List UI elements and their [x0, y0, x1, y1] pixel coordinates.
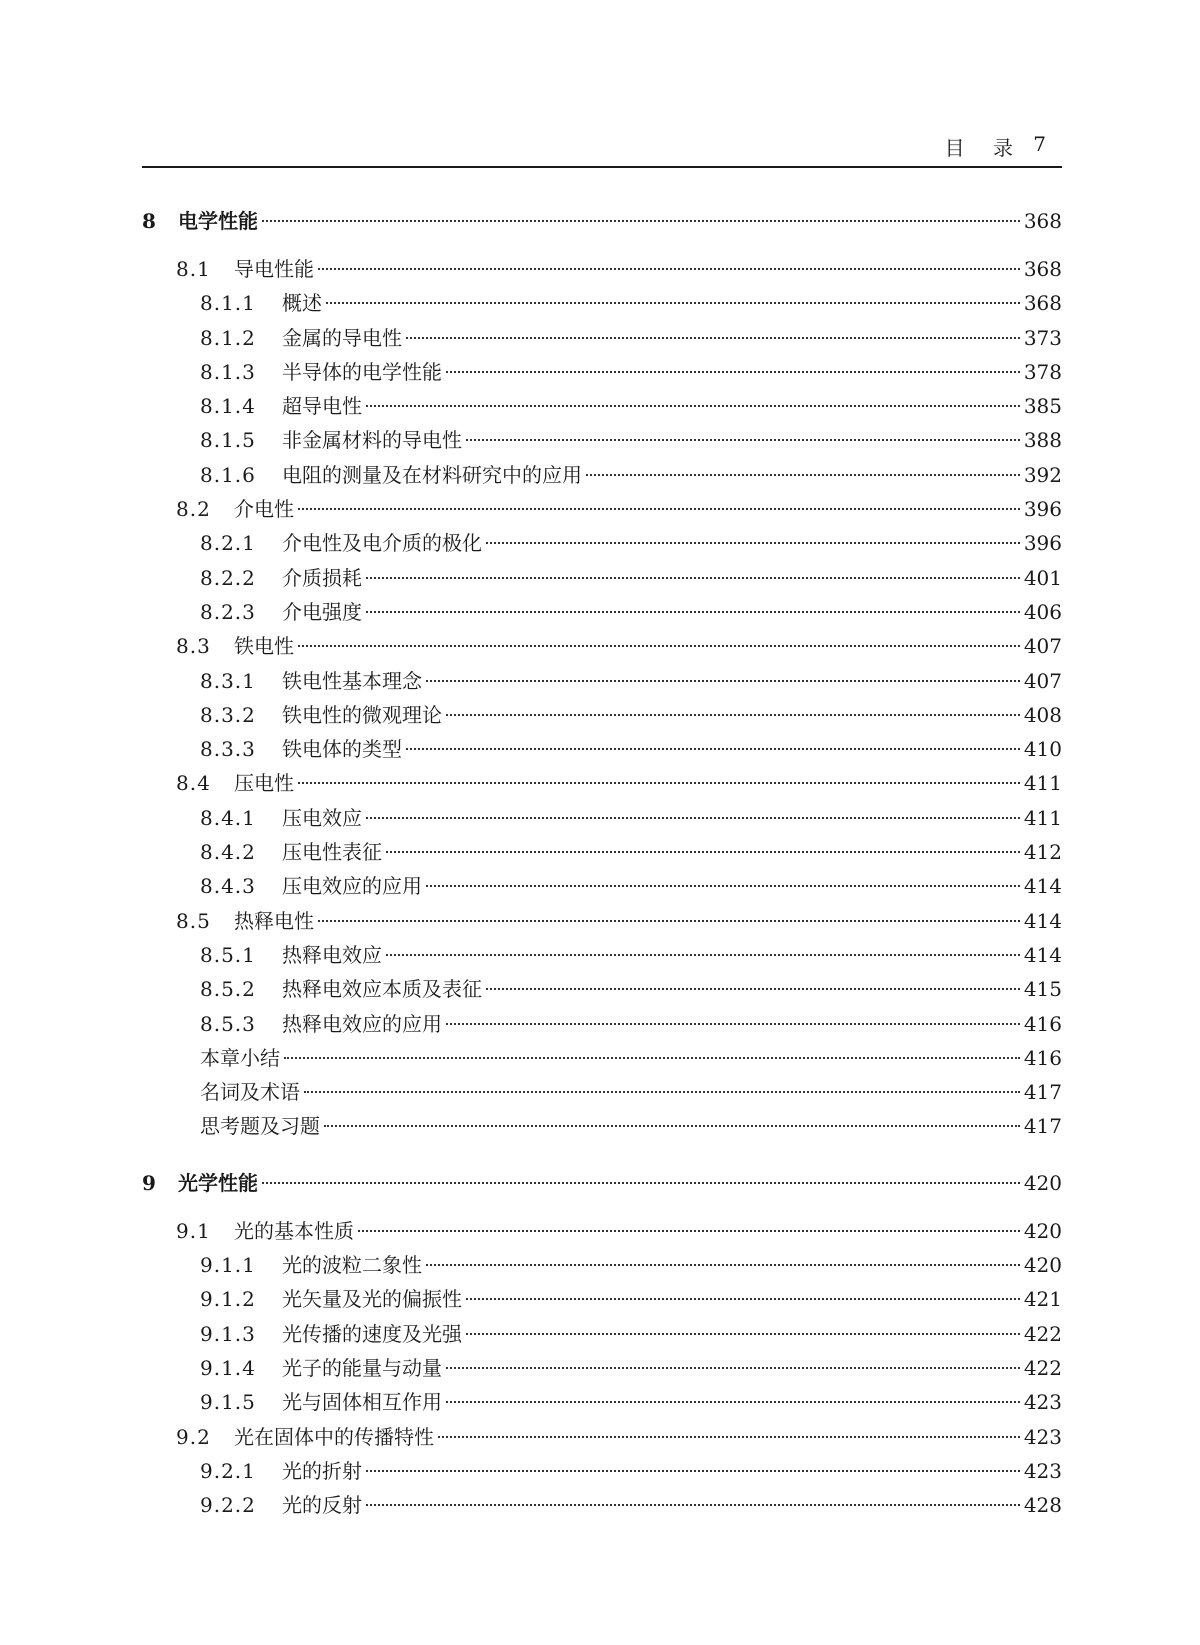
toc-extra-row[interactable] — [142, 1110, 1062, 1144]
toc-entry-number: 8.3 — [176, 634, 211, 659]
toc-entry-page: 407 — [1023, 634, 1062, 659]
toc-entry-title: 本章小结 — [200, 1045, 280, 1070]
dot-leader — [262, 1182, 1020, 1184]
toc-entry-number: 8.1.4 — [200, 394, 256, 419]
toc-entry-number: 8.5.3 — [200, 1011, 256, 1036]
toc-entry-number: 8.4.3 — [200, 874, 256, 899]
toc-entry-page: 368 — [1023, 209, 1062, 233]
dot-leader — [426, 1264, 1020, 1266]
toc-entry-title: 导电性能 — [234, 257, 314, 281]
dot-leader — [446, 1401, 1020, 1403]
toc-entry-number: 8.3.1 — [200, 668, 256, 693]
toc-entry-number: 9.2.2 — [200, 1493, 256, 1518]
toc-entry-page: 410 — [1023, 737, 1062, 762]
toc-entry-title: 介电性 — [234, 497, 294, 522]
toc-entry-title: 压电性表征 — [282, 840, 382, 865]
toc-entry-title: 光的折射 — [282, 1458, 362, 1483]
toc-entry-page: 414 — [1023, 942, 1062, 967]
toc-entry-number: 8.2.1 — [200, 531, 256, 556]
toc-chapter-row[interactable] — [142, 1167, 1062, 1215]
dot-leader — [324, 1125, 1020, 1127]
header-page-number: 7 — [1033, 132, 1046, 156]
dot-leader — [304, 1091, 1020, 1093]
dot-leader — [284, 1057, 1020, 1059]
dot-leader — [586, 474, 1020, 476]
toc-entry-number: 8.1.2 — [200, 325, 256, 350]
toc-entry-title: 概述 — [282, 291, 322, 316]
toc-entry-page: 407 — [1023, 668, 1062, 693]
toc-entry-title: 超导电性 — [282, 394, 362, 419]
toc-entry-number: 8.3.3 — [200, 737, 256, 762]
toc-entry-page: 414 — [1023, 874, 1062, 899]
toc-subsection-row[interactable] — [142, 870, 1062, 904]
dot-leader — [438, 1436, 1020, 1438]
toc-entry-title: 金属的导电性 — [282, 325, 402, 350]
toc-entry-title: 热释电效应 — [282, 942, 382, 967]
toc-entry-number: 8.2 — [176, 497, 211, 522]
dot-leader — [406, 337, 1020, 339]
toc-entry-page: 411 — [1023, 771, 1062, 796]
toc-entry-number: 8.1 — [176, 257, 211, 281]
toc-entry-title: 光的波粒二象性 — [282, 1253, 422, 1278]
toc-entry-page: 423 — [1023, 1458, 1062, 1483]
header-label: 目 录 — [944, 136, 1014, 160]
toc-entry-number: 9.1.3 — [200, 1321, 256, 1346]
toc-entry-number: 9.1.1 — [200, 1253, 256, 1278]
toc-entry-title: 介质损耗 — [282, 565, 362, 590]
toc-entry-number: 8.5.1 — [200, 942, 256, 967]
dot-leader — [366, 577, 1020, 579]
toc-subsection-row[interactable] — [142, 562, 1062, 596]
toc-entry-title: 光子的能量与动量 — [282, 1355, 442, 1380]
toc-entry-page: 411 — [1023, 805, 1062, 830]
toc-entry-number: 8.2.2 — [200, 565, 256, 590]
toc-entry-page: 422 — [1023, 1355, 1062, 1380]
toc-subsection-row[interactable] — [142, 287, 1062, 321]
toc-entry-page: 416 — [1023, 1045, 1062, 1070]
toc-section-row[interactable] — [142, 253, 1062, 287]
toc-entry-title: 电学性能 — [178, 209, 258, 233]
dot-leader — [426, 885, 1020, 887]
toc-entry-number: 8.1.6 — [200, 462, 256, 487]
toc-entry-title: 光的基本性质 — [234, 1218, 354, 1243]
toc-section-row[interactable] — [142, 1215, 1062, 1249]
toc-entry-page: 421 — [1023, 1287, 1062, 1312]
toc-subsection-row[interactable] — [142, 1318, 1062, 1352]
dot-leader — [406, 748, 1020, 750]
toc-subsection-row[interactable] — [142, 527, 1062, 561]
dot-leader — [262, 220, 1020, 222]
toc-entry-title: 半导体的电学性能 — [282, 359, 442, 384]
toc-section-row[interactable] — [142, 493, 1062, 527]
toc-subsection-row[interactable] — [142, 1249, 1062, 1283]
toc-entry-page: 368 — [1023, 291, 1062, 316]
toc-entry-page: 417 — [1023, 1080, 1062, 1105]
toc-entry-number: 9 — [142, 1170, 157, 1195]
toc-section-row[interactable] — [142, 767, 1062, 801]
toc-subsection-row[interactable] — [142, 1489, 1062, 1523]
toc-entry-title: 光在固体中的传播特性 — [234, 1424, 434, 1449]
toc-entry-title: 热释电效应的应用 — [282, 1011, 442, 1036]
toc-entry-number: 8.4.1 — [200, 805, 256, 830]
toc-entry-page: 415 — [1023, 977, 1062, 1002]
dot-leader — [426, 680, 1020, 682]
toc-entry-number: 9.1 — [176, 1218, 211, 1243]
page-header — [142, 130, 1062, 168]
dot-leader — [326, 302, 1020, 304]
toc-entry-page: 392 — [1023, 462, 1062, 487]
toc-entry-title: 介电性及电介质的极化 — [282, 531, 482, 556]
toc-subsection-row[interactable] — [142, 1008, 1062, 1042]
toc-entry-title: 光的反射 — [282, 1493, 362, 1518]
toc-entry-number: 8.4 — [176, 771, 211, 796]
toc-entry-number: 8.1.3 — [200, 359, 256, 384]
dot-leader — [446, 714, 1020, 716]
toc-entry-title: 铁电性基本理念 — [282, 668, 422, 693]
toc-entry-title: 非金属材料的导电性 — [282, 428, 462, 453]
toc-entry-page: 385 — [1023, 394, 1062, 419]
toc-entry-page: 414 — [1023, 908, 1062, 933]
toc-subsection-row[interactable] — [142, 665, 1062, 699]
toc-entry-page: 420 — [1023, 1218, 1062, 1243]
toc-entry-number: 8.4.2 — [200, 840, 256, 865]
toc-entry-number: 9.2.1 — [200, 1458, 256, 1483]
dot-leader — [446, 1023, 1020, 1025]
toc-entry-page: 412 — [1023, 840, 1062, 865]
toc-subsection-row[interactable] — [142, 459, 1062, 493]
toc-subsection-row[interactable] — [142, 1352, 1062, 1386]
toc-entry-number: 9.2 — [176, 1424, 211, 1449]
toc-entry-number: 8.5.2 — [200, 977, 256, 1002]
toc-entry-page: 417 — [1023, 1114, 1062, 1139]
toc-entry-title: 热释电效应本质及表征 — [282, 977, 482, 1002]
dot-leader — [466, 1298, 1020, 1300]
dot-leader — [446, 1367, 1020, 1369]
toc-chapter-row[interactable] — [142, 205, 1062, 253]
toc-subsection-row[interactable] — [142, 973, 1062, 1007]
toc-entry-page: 401 — [1023, 565, 1062, 590]
toc-entry-page: 408 — [1023, 702, 1062, 727]
toc-entry-title: 铁电体的类型 — [282, 737, 402, 762]
toc-entry-number: 8.5 — [176, 908, 211, 933]
toc-section-row[interactable] — [142, 1421, 1062, 1455]
dot-leader — [366, 1504, 1020, 1506]
toc-entry-title: 电阻的测量及在材料研究中的应用 — [282, 462, 582, 487]
toc-entry-number: 8 — [142, 209, 157, 233]
toc-entry-number: 9.1.5 — [200, 1390, 256, 1415]
toc-entry-title: 压电效应的应用 — [282, 874, 422, 899]
toc-section-row[interactable] — [142, 630, 1062, 664]
toc-entry-title: 名词及术语 — [200, 1080, 300, 1105]
toc-entry-page: 368 — [1023, 257, 1062, 281]
toc-entry-page: 423 — [1023, 1390, 1062, 1415]
toc-entry-title: 压电效应 — [282, 805, 362, 830]
toc-subsection-row[interactable] — [142, 424, 1062, 458]
dot-leader — [446, 371, 1020, 373]
toc-subsection-row[interactable] — [142, 1386, 1062, 1420]
toc-entry-number: 8.2.3 — [200, 599, 256, 624]
toc-entry-number: 9.1.4 — [200, 1355, 256, 1380]
toc-entry-page: 420 — [1023, 1253, 1062, 1278]
toc-entry-page: 388 — [1023, 428, 1062, 453]
toc-entry-title: 思考题及习题 — [200, 1114, 320, 1139]
dot-leader — [366, 1470, 1020, 1472]
toc-entry-title: 光矢量及光的偏振性 — [282, 1287, 462, 1312]
toc-entry-page: 423 — [1023, 1424, 1062, 1449]
dot-leader — [386, 954, 1020, 956]
toc-entry-number: 8.1.5 — [200, 428, 256, 453]
toc-entry-number: 9.1.2 — [200, 1287, 256, 1312]
dot-leader — [366, 405, 1020, 407]
dot-leader — [298, 508, 1020, 510]
toc-subsection-row[interactable] — [142, 836, 1062, 870]
toc-entry-title: 光与固体相互作用 — [282, 1390, 442, 1415]
dot-leader — [318, 268, 1020, 270]
dot-leader — [366, 611, 1020, 613]
toc-subsection-row[interactable] — [142, 322, 1062, 356]
dot-leader — [466, 439, 1020, 441]
dot-leader — [386, 851, 1020, 853]
toc-section-row[interactable] — [142, 905, 1062, 939]
toc-entry-title: 铁电性 — [234, 634, 294, 659]
toc-subsection-row[interactable] — [142, 1455, 1062, 1489]
dot-leader — [358, 1230, 1020, 1232]
toc-extra-row[interactable] — [142, 1076, 1062, 1110]
dot-leader — [366, 817, 1020, 819]
toc-entry-number: 8.1.1 — [200, 291, 256, 316]
toc-extra-row[interactable] — [142, 1042, 1062, 1076]
toc-entry-number: 8.3.2 — [200, 702, 256, 727]
toc-subsection-row[interactable] — [142, 802, 1062, 836]
toc-subsection-row[interactable] — [142, 939, 1062, 973]
toc-entry-page: 406 — [1023, 599, 1062, 624]
toc-entry-title: 光传播的速度及光强 — [282, 1321, 462, 1346]
dot-leader — [486, 542, 1020, 544]
toc-subsection-row[interactable] — [142, 356, 1062, 390]
toc-subsection-row[interactable] — [142, 596, 1062, 630]
toc-entry-page: 416 — [1023, 1011, 1062, 1036]
toc-entry-page: 420 — [1023, 1170, 1062, 1195]
toc-subsection-row[interactable] — [142, 390, 1062, 424]
toc-entry-title: 光学性能 — [178, 1170, 258, 1195]
dot-leader — [298, 645, 1020, 647]
toc-entry-page: 428 — [1023, 1493, 1062, 1518]
dot-leader — [298, 782, 1020, 784]
toc-subsection-row[interactable] — [142, 699, 1062, 733]
toc-entry-page: 378 — [1023, 359, 1062, 384]
toc-entry-title: 介电强度 — [282, 599, 362, 624]
toc-entry-page: 422 — [1023, 1321, 1062, 1346]
toc-entry-title: 铁电性的微观理论 — [282, 702, 442, 727]
table-of-contents — [142, 205, 1062, 1523]
dot-leader — [466, 1333, 1020, 1335]
toc-subsection-row[interactable] — [142, 1283, 1062, 1317]
dot-leader — [318, 920, 1020, 922]
toc-subsection-row[interactable] — [142, 733, 1062, 767]
toc-entry-page: 373 — [1023, 325, 1062, 350]
toc-entry-title: 热释电性 — [234, 908, 314, 933]
toc-entry-title: 压电性 — [234, 771, 294, 796]
toc-entry-page: 396 — [1023, 497, 1062, 522]
toc-entry-page: 396 — [1023, 531, 1062, 556]
dot-leader — [486, 988, 1020, 990]
